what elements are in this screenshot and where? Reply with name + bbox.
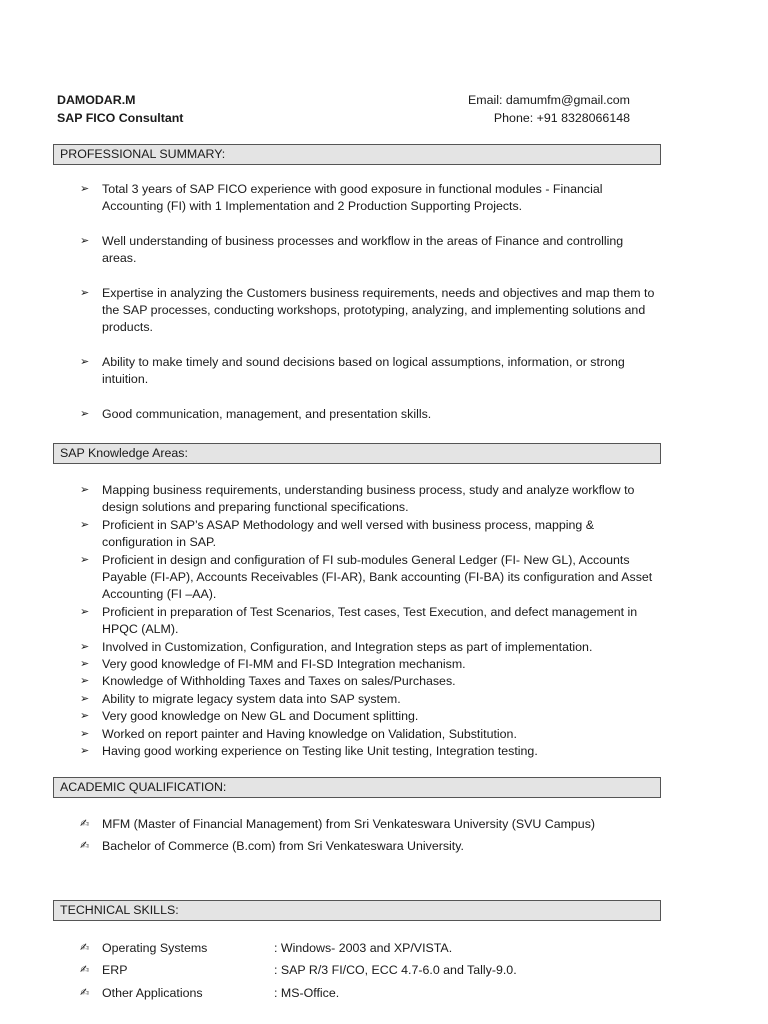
writing-hand-icon: ✍ xyxy=(80,818,90,830)
section-heading-knowledge: SAP Knowledge Areas: xyxy=(53,443,661,464)
list-item: ➢ Worked on report painter and Having knowledge on Validation, Substitution. xyxy=(80,726,655,743)
summary-list xyxy=(80,181,655,440)
list-item: ➢ Very good knowledge on New GL and Document splitting. xyxy=(80,708,655,725)
skill-value: : MS-Office. xyxy=(274,985,340,1000)
section-heading-academic: ACADEMIC QUALIFICATION: xyxy=(53,777,661,798)
knowledge-list xyxy=(80,482,655,761)
writing-hand-icon: ✍ xyxy=(80,986,90,999)
section-heading-summary: PROFESSIONAL SUMMARY: xyxy=(53,144,661,165)
candidate-title: SAP FICO Consultant xyxy=(57,110,184,125)
arrow-bullet-icon: ➢ xyxy=(80,727,90,740)
skill-value: : Windows- 2003 and XP/VISTA. xyxy=(274,941,453,955)
arrow-bullet-icon: ➢ xyxy=(80,355,90,368)
skill-label: ERP xyxy=(102,963,128,978)
phone-line: Phone: +91 8328066148 xyxy=(493,110,630,125)
arrow-bullet-icon: ➢ xyxy=(80,745,90,758)
arrow-bullet-icon: ➢ xyxy=(80,407,90,420)
arrow-bullet-icon: ➢ xyxy=(80,675,90,688)
list-item: ➢ Proficient in preparation of Test Scenarios, Test cases, Test Execution, and defect management in HPQC (ALM). xyxy=(80,604,638,637)
arrow-bullet-icon: ➢ xyxy=(80,553,90,566)
arrow-bullet-icon: ➢ xyxy=(80,710,90,723)
list-item: ➢ Ability to make timely and sound decisions based on logical assumptions, information, or strong intuition. xyxy=(80,354,625,387)
arrow-bullet-icon: ➢ xyxy=(80,640,90,653)
list-item: ➢ Ability to migrate legacy system data into SAP system. xyxy=(80,691,655,708)
arrow-bullet-icon: ➢ xyxy=(80,692,90,705)
list-item: ✍ MFM (Master of Financial Management) from Sri Venkateswara University (SVU Campus) xyxy=(80,816,655,833)
list-item: ➢ Having good working experience on Testing like Unit testing, Integration testing. xyxy=(80,743,655,760)
arrow-bullet-icon: ➢ xyxy=(80,605,90,618)
list-item: ➢ Very good knowledge of FI-MM and FI-SD Integration mechanism. xyxy=(80,656,655,673)
arrow-bullet-icon: ➢ xyxy=(80,234,90,247)
writing-hand-icon: ✍ xyxy=(80,942,90,954)
candidate-header xyxy=(57,92,183,127)
writing-hand-icon: ✍ xyxy=(80,964,90,977)
academic-list xyxy=(80,816,655,856)
list-item: ✍ Bachelor of Commerce (B.com) from Sri Venkateswara University. xyxy=(80,838,655,855)
candidate-name: DAMODAR.M xyxy=(57,93,136,107)
list-item: ➢ Proficient in design and configuration of FI sub-modules General Ledger (FI- New GL), Accounts Payable (FI-AP), Accounts Receivables (FI-AR), Bank accounting (FI-BA) its configuration and Asset Accounting (FI –AA). xyxy=(80,552,653,602)
skill-label: Other Applications xyxy=(102,985,203,1000)
list-item: ➢ Total 3 years of SAP FICO experience with good exposure in functional modules - Financial Accounting (FI) with 1 Implementation and 2 Production Supporting Projects. xyxy=(80,182,603,214)
section-heading-technical: TECHNICAL SKILLS: xyxy=(53,900,661,921)
arrow-bullet-icon: ➢ xyxy=(80,518,90,531)
arrow-bullet-icon: ➢ xyxy=(80,183,90,195)
skill-row xyxy=(80,940,655,962)
list-item: ➢ Expertise in analyzing the Customers business requirements, needs and objectives and map them to the SAP processes, conducting workshops, prototyping, analyzing, and implementing solutions and products. xyxy=(80,285,655,335)
skill-label: Operating Systems xyxy=(102,941,208,955)
arrow-bullet-icon: ➢ xyxy=(80,484,90,496)
list-item: ➢ Knowledge of Withholding Taxes and Taxes on sales/Purchases. xyxy=(80,673,655,690)
arrow-bullet-icon: ➢ xyxy=(80,658,90,671)
skill-row xyxy=(80,985,655,1007)
skill-value: : SAP R/3 FI/CO, ECC 4.7-6.0 and Tally-9.0. xyxy=(274,963,517,978)
list-item: ➢ Involved in Customization, Configuration, and Integration steps as part of implementation. xyxy=(80,639,655,656)
email-line: Email: damumfm@gmail.com xyxy=(468,93,630,107)
list-item: ➢ Good communication, management, and presentation skills. xyxy=(80,406,655,423)
skill-row xyxy=(80,962,655,984)
writing-hand-icon: ✍ xyxy=(80,840,90,853)
contact-info xyxy=(430,92,630,127)
list-item: ➢ Proficient in SAP’s ASAP Methodology and well versed with business process, mapping & configuration in SAP. xyxy=(80,517,594,550)
list-item: ➢ Mapping business requirements, understanding business process, study and analyze workflow to design solutions and preparing functional specifications. xyxy=(80,483,635,515)
technical-skills-table xyxy=(80,940,655,1007)
arrow-bullet-icon: ➢ xyxy=(80,286,90,299)
list-item: ➢ Well understanding of business processes and workflow in the areas of Finance and controlling areas. xyxy=(80,233,624,266)
